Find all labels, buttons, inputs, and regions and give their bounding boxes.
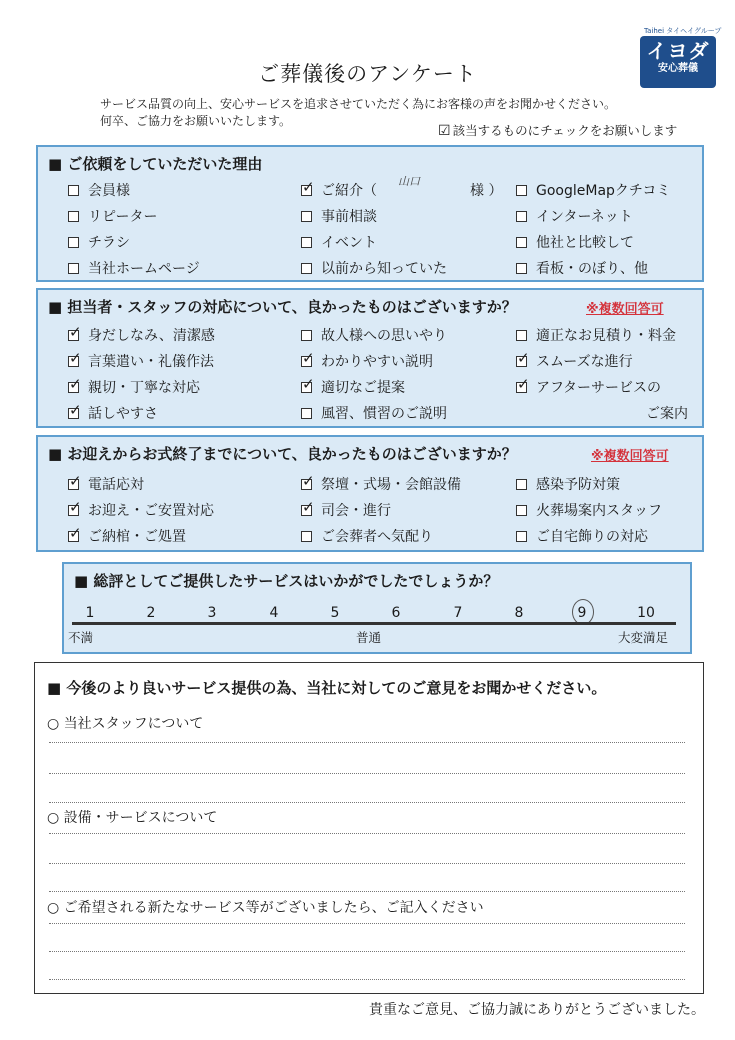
option-label: スムーズな進行 — [536, 354, 633, 370]
option-label: お迎え・ご安置対応 — [88, 503, 214, 519]
option-mc[interactable] — [301, 500, 391, 520]
scale-2[interactable]: 2 — [146, 605, 156, 621]
checkbox[interactable] — [516, 211, 527, 222]
option-label: 適正なお見積り・料金 — [536, 328, 676, 344]
checkbox[interactable] — [301, 356, 312, 367]
checkbox[interactable] — [301, 382, 312, 393]
checkbox[interactable] — [68, 330, 79, 341]
checkbox[interactable] — [68, 382, 79, 393]
option-event[interactable] — [301, 232, 377, 252]
section-staff — [36, 288, 704, 428]
checkbox[interactable] — [516, 237, 527, 248]
option-home-decor[interactable] — [516, 526, 648, 546]
scale-label-mid: 普通 — [356, 630, 382, 645]
option-label: 会員様 — [88, 183, 130, 199]
checkbox-checked-icon: ☑ — [438, 123, 451, 139]
scale-label-high: 大変満足 — [618, 630, 669, 645]
scale-7[interactable]: 7 — [453, 605, 463, 621]
checkbox[interactable] — [68, 237, 79, 248]
checkbox[interactable] — [516, 382, 527, 393]
option-label: 他社と比較して — [536, 235, 634, 251]
option-label: 火葬場案内スタッフ — [536, 503, 662, 519]
option-referral[interactable] — [301, 180, 377, 200]
checkbox[interactable] — [301, 237, 312, 248]
write-line[interactable] — [49, 863, 685, 864]
option-compassion[interactable] — [301, 325, 447, 345]
option-label: イベント — [321, 235, 377, 251]
thank-you-footer: 貴重なご意見、ご協力誠にありがとうございました。 — [369, 1002, 705, 1018]
scale-9[interactable]: 9 — [577, 605, 587, 621]
checkbox[interactable] — [68, 505, 79, 516]
logo-main-text: イヨダ — [646, 39, 710, 63]
option-label: 親切・丁寧な対応 — [88, 380, 200, 396]
option-member[interactable] — [68, 180, 130, 200]
option-kindness[interactable] — [68, 377, 200, 397]
option-repeater[interactable] — [68, 206, 157, 226]
logo-sub-text: 安心葬儀 — [658, 63, 698, 74]
multiple-answer-note: ※複数回答可 — [591, 449, 669, 464]
intro-line-1: サービス品質の向上、安心サービスを追求させていただく為にお客様の声をお聞かせください。 — [100, 97, 617, 111]
option-after-service[interactable] — [516, 377, 661, 397]
write-line[interactable] — [49, 923, 685, 924]
checkbox[interactable] — [516, 356, 527, 367]
section-ceremony — [36, 435, 704, 552]
checkbox[interactable] — [516, 330, 527, 341]
option-homepage[interactable] — [68, 258, 200, 278]
scale-1[interactable]: 1 — [85, 605, 95, 621]
scale-3[interactable]: 3 — [207, 605, 217, 621]
checkbox[interactable] — [516, 505, 527, 516]
option-label: 感染予防対策 — [536, 477, 620, 493]
referral-name-handwritten: 山口 — [398, 175, 420, 188]
checkbox[interactable] — [301, 211, 312, 222]
option-easy-to-talk[interactable] — [68, 403, 158, 423]
option-googlemap[interactable] — [516, 180, 670, 200]
option-label: ご自宅飾りの対応 — [536, 529, 648, 545]
option-label: チラシ — [88, 235, 130, 251]
option-fair-price[interactable] — [516, 325, 676, 345]
checkbox[interactable] — [516, 531, 527, 542]
page-title: ご葬儀後のアンケート — [258, 62, 477, 86]
section-reason-title: ■ ご依頼をしていただいた理由 — [48, 155, 263, 173]
check-instruction-text: 該当するものにチェックをお願いします — [452, 123, 678, 138]
option-label: わかりやすい説明 — [321, 354, 433, 370]
checkbox[interactable] — [301, 531, 312, 542]
checkbox[interactable] — [68, 356, 79, 367]
option-after-service-cont — [646, 403, 688, 423]
option-label: 看板・のぼり、他 — [536, 261, 648, 277]
checkbox[interactable] — [68, 211, 79, 222]
section-feedback — [34, 662, 704, 994]
option-internet[interactable] — [516, 206, 633, 226]
section-overall-title: ■ 総評としてご提供したサービスはいかがでしたでしょうか？ — [74, 572, 499, 590]
option-label: 話しやすさ — [88, 406, 158, 422]
option-signboard[interactable] — [516, 258, 648, 278]
option-label: GoogleMapクチコミ — [536, 183, 671, 199]
feedback-staff-label: ○ 当社スタッフについて — [47, 716, 204, 732]
section-staff-title: ■ 担当者・スタッフの対応について、良かったものはございますか？ — [48, 298, 517, 316]
option-label: 風習、慣習のご説明 — [321, 406, 447, 422]
option-clear-explanation[interactable] — [301, 351, 433, 371]
option-manners[interactable] — [68, 351, 214, 371]
section-ceremony-title: ■ お迎えからお式終了までについて、良かったものはございますか？ — [48, 445, 517, 463]
option-label: リピーター — [88, 209, 158, 225]
option-phone[interactable] — [68, 474, 144, 494]
option-proposal[interactable] — [301, 377, 405, 397]
section-overall — [62, 562, 692, 654]
write-line[interactable] — [49, 951, 685, 952]
checkbox[interactable] — [301, 185, 312, 196]
option-label: 当社ホームページ — [88, 261, 200, 277]
option-label: ご納棺・ご処置 — [88, 529, 186, 545]
option-label: 司会・進行 — [321, 503, 391, 519]
feedback-new-service-label: ○ ご希望される新たなサービス等がございましたら、ご記入ください — [47, 900, 484, 916]
rating-scale-line — [72, 622, 676, 625]
scale-label-low: 不満 — [68, 630, 94, 645]
option-label: 以前から知っていた — [321, 261, 447, 277]
scale-4[interactable]: 4 — [269, 605, 279, 621]
write-line[interactable] — [49, 891, 685, 892]
feedback-facilities-label: ○ 設備・サービスについて — [47, 810, 218, 826]
option-crematorium[interactable] — [516, 500, 662, 520]
checkbox[interactable] — [68, 185, 79, 196]
write-line[interactable] — [49, 979, 685, 980]
write-line[interactable] — [49, 833, 685, 834]
option-label: アフターサービスの — [536, 380, 662, 396]
option-label: ご会葬者へ気配り — [321, 529, 433, 545]
multiple-answer-note: ※複数回答可 — [586, 302, 664, 317]
option-label: 故人様への思いやり — [321, 328, 447, 344]
option-infection[interactable] — [516, 474, 620, 494]
check-instruction — [438, 121, 677, 139]
option-label: 電話応対 — [88, 477, 144, 493]
checkbox[interactable] — [68, 531, 79, 542]
checkbox[interactable] — [516, 185, 527, 196]
option-comparison[interactable] — [516, 232, 634, 252]
checkbox[interactable] — [516, 263, 527, 274]
checkbox[interactable] — [301, 505, 312, 516]
scale-10[interactable]: 10 — [637, 605, 655, 621]
scale-6[interactable]: 6 — [391, 605, 401, 621]
option-flyer[interactable] — [68, 232, 130, 252]
option-customs[interactable] — [301, 403, 447, 423]
option-label: 身だしなみ、清潔感 — [88, 328, 215, 344]
option-consultation[interactable] — [301, 206, 377, 226]
option-pickup[interactable] — [68, 500, 214, 520]
option-known-before[interactable] — [301, 258, 447, 278]
section-feedback-title: ■ 今後のより良いサービス提供の為、当社に対してのご意見をお聞かせください。 — [47, 679, 607, 697]
checkbox[interactable] — [68, 263, 79, 274]
write-line[interactable] — [49, 802, 685, 803]
option-smooth-progress[interactable] — [516, 351, 633, 371]
option-label: 事前相談 — [321, 209, 377, 225]
checkbox[interactable] — [301, 408, 312, 419]
scale-5[interactable]: 5 — [330, 605, 340, 621]
section-reason — [36, 145, 704, 282]
option-appearance[interactable] — [68, 325, 215, 345]
checkbox[interactable] — [301, 479, 312, 490]
write-line[interactable] — [49, 773, 685, 774]
option-facilities[interactable] — [301, 474, 461, 494]
option-encoffin[interactable] — [68, 526, 186, 546]
option-label: インターネット — [536, 209, 633, 225]
checkbox[interactable] — [68, 408, 79, 419]
checkbox[interactable] — [301, 330, 312, 341]
referral-sama: 様 ） — [470, 183, 503, 199]
option-attendees[interactable] — [301, 526, 433, 546]
option-label: ご案内 — [646, 406, 688, 422]
option-label: 適切なご提案 — [321, 380, 405, 396]
write-line[interactable] — [49, 742, 685, 743]
option-label: ご紹介（ — [321, 183, 377, 199]
scale-8[interactable]: 8 — [514, 605, 524, 621]
option-label: 祭壇・式場・会館設備 — [321, 477, 461, 493]
intro-line-2: 何卒、ご協力をお願いいたします。 — [100, 114, 292, 128]
logo-brand: Taihei タイヘイグループ — [644, 27, 722, 35]
option-label: 言葉遣い・礼儀作法 — [88, 354, 214, 370]
checkbox[interactable] — [68, 479, 79, 490]
checkbox[interactable] — [516, 479, 527, 490]
checkbox[interactable] — [301, 263, 312, 274]
